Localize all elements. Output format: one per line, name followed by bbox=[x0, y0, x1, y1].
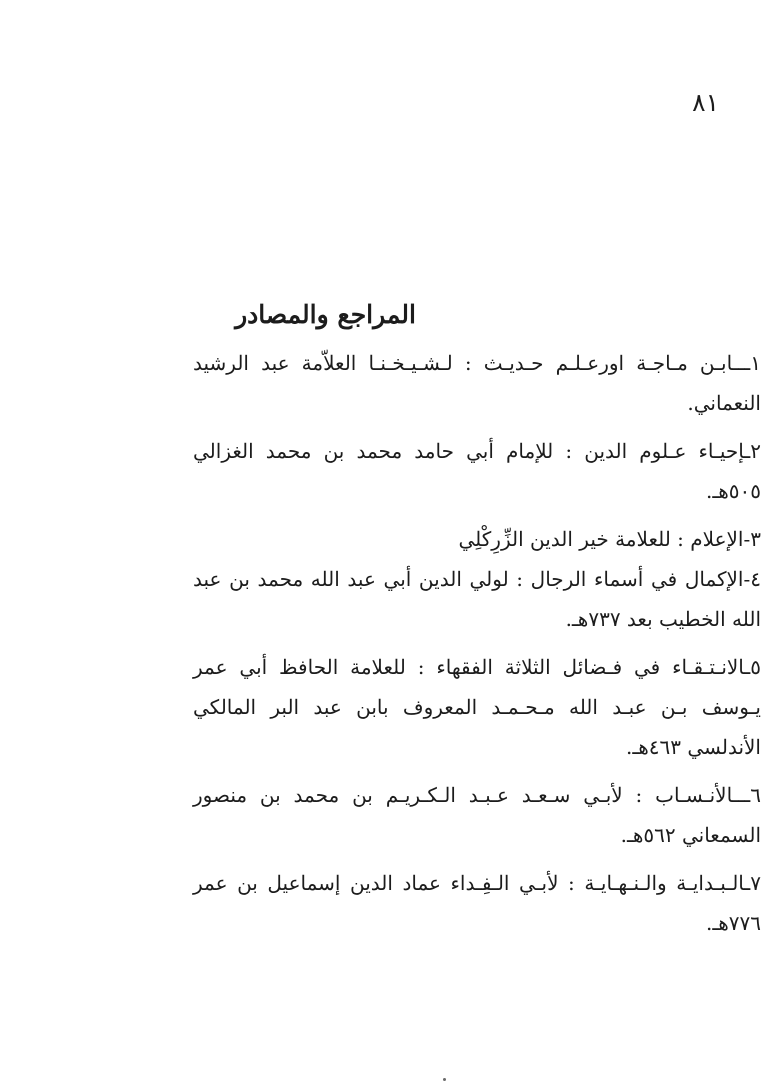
page-number: ٨١ bbox=[692, 88, 719, 117]
reference-text: -الإعلام : للعلامة خير الدين الزِّرِكْلِي bbox=[458, 527, 751, 551]
reference-item bbox=[193, 431, 761, 511]
reference-text: ـــابـن مـاجـة اورعـلـم حـديـث : لـشـيـخـنـا العلاّمة عبد الرشيد النعماني. bbox=[193, 351, 761, 415]
reference-number: ٦ bbox=[750, 783, 761, 807]
reference-item bbox=[193, 343, 761, 423]
reference-text: ـالـبـدايـة والـنـهـايـة : لأبـي الـفِـداء عماد الدين إسماعيل بن عمر ٧٧٦هـ. bbox=[193, 871, 761, 935]
reference-text: -الإكمال في أسماء الرجال : لولي الدين أبي عبد الله محمد بن عبد الله الخطيب بعد ٧٣٧هـ. bbox=[193, 567, 761, 631]
reference-item bbox=[193, 863, 761, 943]
reference-item bbox=[193, 559, 761, 639]
reference-item bbox=[193, 647, 761, 767]
reference-item bbox=[193, 775, 761, 855]
reference-number: ١ bbox=[750, 351, 761, 375]
reference-number: ٥ bbox=[750, 655, 761, 679]
scan-dot bbox=[443, 1078, 446, 1081]
reference-number: ٧ bbox=[750, 871, 761, 895]
reference-text: ـإحيـاء عـلوم الدين : للإمام أبي حامد محمد بن محمد الغزالي ٥٠٥هـ. bbox=[193, 439, 761, 503]
reference-number: ٤ bbox=[750, 567, 761, 591]
reference-item bbox=[193, 519, 761, 559]
reference-text: ـــالأنـسـاب : لأبـي سـعـد عـبـد الـكـريـم بن محمد بن منصور السمعاني ٥٦٢هـ. bbox=[193, 783, 761, 847]
page-heading: المراجع والمصادر bbox=[235, 300, 416, 329]
reference-number: ٢ bbox=[750, 439, 761, 463]
reference-list bbox=[193, 343, 761, 951]
reference-number: ٣ bbox=[750, 527, 761, 551]
reference-text: ـالانـتـقـاء في فـضائل الثلاثة الفقهاء : للعلامة الحافظ أبي عمر يـوسف بـن عبـد الله مـحـمـد المعروف بابن عبد البر المالكي الأندلسي ٤٦٣هـ. bbox=[193, 655, 761, 759]
